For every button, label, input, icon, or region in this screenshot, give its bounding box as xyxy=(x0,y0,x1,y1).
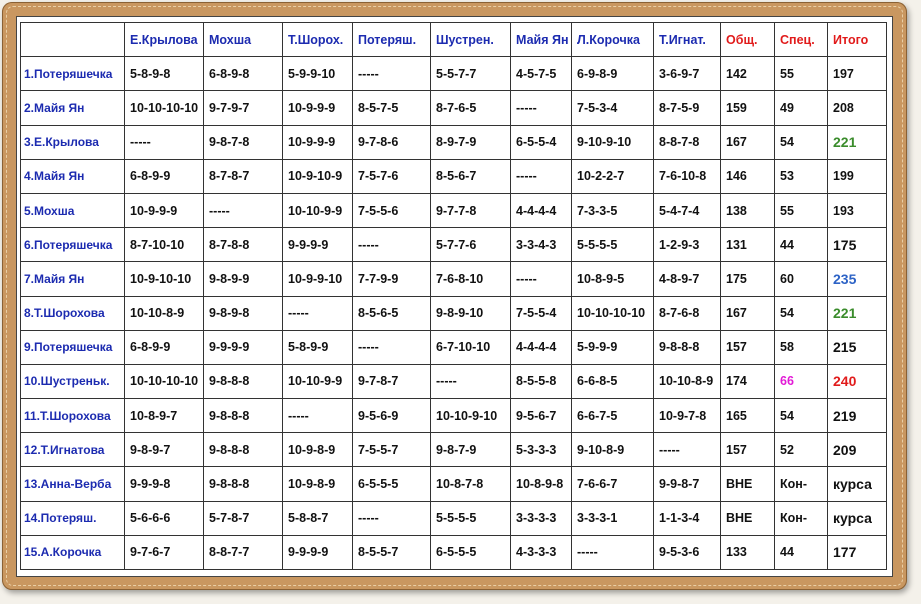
participant-name: 9.Потеряшечка xyxy=(21,330,125,364)
score-cell: 7-7-9-9 xyxy=(353,262,431,296)
score-cell: 6-8-9-8 xyxy=(204,57,283,91)
total-general: 138 xyxy=(721,193,775,227)
score-cell: 6-6-7-5 xyxy=(572,399,654,433)
score-cell: 8-7-8-8 xyxy=(204,228,283,262)
score-cell: ----- xyxy=(511,262,572,296)
header-judge: Майя Ян xyxy=(511,23,572,57)
total-general: 146 xyxy=(721,159,775,193)
score-cell: 10-10-8-9 xyxy=(125,296,204,330)
table-row xyxy=(21,57,887,91)
score-cell: 9-9-9-8 xyxy=(125,467,204,501)
score-cell: 5-8-9-9 xyxy=(283,330,353,364)
score-cell: 3-3-4-3 xyxy=(511,228,572,262)
score-cell: 9-9-9-9 xyxy=(204,330,283,364)
score-cell: 5-5-5-5 xyxy=(431,501,511,535)
score-cell: 4-4-4-4 xyxy=(511,193,572,227)
score-cell: 3-3-3-1 xyxy=(572,501,654,535)
score-cell: 7-5-5-6 xyxy=(353,193,431,227)
participant-name: 13.Анна-Верба xyxy=(21,467,125,501)
header-judge: Т.Игнат. xyxy=(654,23,721,57)
grand-total: 177 xyxy=(828,535,887,569)
header-judge: Мохша xyxy=(204,23,283,57)
grand-total: 208 xyxy=(828,91,887,125)
score-cell: 5-4-7-4 xyxy=(654,193,721,227)
grand-total: 215 xyxy=(828,330,887,364)
total-general: 131 xyxy=(721,228,775,262)
grand-total: 240 xyxy=(828,364,887,398)
total-general: 159 xyxy=(721,91,775,125)
header-judge: Л.Корочка xyxy=(572,23,654,57)
score-cell: 7-3-3-5 xyxy=(572,193,654,227)
grand-total: 209 xyxy=(828,433,887,467)
score-cell: 8-5-7-5 xyxy=(353,91,431,125)
score-cell: 10-9-7-8 xyxy=(654,399,721,433)
grand-total: курса xyxy=(828,501,887,535)
score-cell: 5-6-6-6 xyxy=(125,501,204,535)
score-cell: 9-10-8-9 xyxy=(572,433,654,467)
score-cell: ----- xyxy=(511,159,572,193)
score-cell: 6-9-8-9 xyxy=(572,57,654,91)
score-cell: 10-10-10-10 xyxy=(125,91,204,125)
score-cell: 8-8-7-8 xyxy=(654,125,721,159)
table-row xyxy=(21,125,887,159)
grand-total: 235 xyxy=(828,262,887,296)
score-cell: 6-7-10-10 xyxy=(431,330,511,364)
score-cell: 8-7-8-7 xyxy=(204,159,283,193)
score-cell: 9-7-7-8 xyxy=(431,193,511,227)
table-row xyxy=(21,159,887,193)
score-cell: 1-1-3-4 xyxy=(654,501,721,535)
total-special: Кон- xyxy=(775,501,828,535)
score-cell: 5-5-7-7 xyxy=(431,57,511,91)
total-special: 55 xyxy=(775,57,828,91)
score-cell: 10-9-10-10 xyxy=(125,262,204,296)
grand-total: 199 xyxy=(828,159,887,193)
score-cell: ----- xyxy=(353,501,431,535)
score-cell: 6-8-9-9 xyxy=(125,159,204,193)
header-judge: Е.Крылова xyxy=(125,23,204,57)
score-cell: ----- xyxy=(353,228,431,262)
total-special: 54 xyxy=(775,399,828,433)
score-cell: 9-10-9-10 xyxy=(572,125,654,159)
header-row xyxy=(21,23,887,57)
score-cell: 9-8-8-8 xyxy=(204,433,283,467)
score-cell: 5-7-8-7 xyxy=(204,501,283,535)
score-cell: 4-3-3-3 xyxy=(511,535,572,569)
score-cell: 9-8-8-8 xyxy=(204,364,283,398)
total-special: 58 xyxy=(775,330,828,364)
header-corner xyxy=(21,23,125,57)
total-special: 49 xyxy=(775,91,828,125)
table-row xyxy=(21,296,887,330)
grand-total: курса xyxy=(828,467,887,501)
table-row xyxy=(21,535,887,569)
score-cell: 7-5-3-4 xyxy=(572,91,654,125)
score-cell: 4-4-4-4 xyxy=(511,330,572,364)
participant-name: 12.Т.Игнатова xyxy=(21,433,125,467)
participant-name: 15.А.Корочка xyxy=(21,535,125,569)
table-row xyxy=(21,228,887,262)
score-cell: 9-9-8-7 xyxy=(654,467,721,501)
score-cell: 10-9-8-9 xyxy=(283,433,353,467)
score-cell: 10-10-9-9 xyxy=(283,193,353,227)
score-cell: 6-5-5-5 xyxy=(353,467,431,501)
table-row xyxy=(21,433,887,467)
total-special: 44 xyxy=(775,228,828,262)
score-cell: 8-5-5-7 xyxy=(353,535,431,569)
score-cell: ----- xyxy=(283,296,353,330)
total-general: 133 xyxy=(721,535,775,569)
score-cell: 10-10-8-9 xyxy=(654,364,721,398)
score-cell: 9-8-9-8 xyxy=(204,296,283,330)
score-cell: 9-8-8-8 xyxy=(654,330,721,364)
score-cell: 5-3-3-3 xyxy=(511,433,572,467)
score-cell: 10-10-10-10 xyxy=(125,364,204,398)
participant-name: 11.Т.Шорохова xyxy=(21,399,125,433)
table-row xyxy=(21,91,887,125)
score-cell: 9-7-6-7 xyxy=(125,535,204,569)
score-cell: 8-5-6-5 xyxy=(353,296,431,330)
score-cell: 10-8-7-8 xyxy=(431,467,511,501)
table-row xyxy=(21,262,887,296)
score-cell: 5-8-8-7 xyxy=(283,501,353,535)
score-cell: 10-9-8-9 xyxy=(283,467,353,501)
participant-name: 1.Потеряшечка xyxy=(21,57,125,91)
score-cell: 5-8-9-8 xyxy=(125,57,204,91)
total-special: 44 xyxy=(775,535,828,569)
score-cell: 9-8-9-7 xyxy=(125,433,204,467)
score-cell: ----- xyxy=(572,535,654,569)
table-row xyxy=(21,501,887,535)
score-cell: 10-8-9-7 xyxy=(125,399,204,433)
header-judge: Т.Шорох. xyxy=(283,23,353,57)
score-cell: ----- xyxy=(204,193,283,227)
score-cell: 6-8-9-9 xyxy=(125,330,204,364)
total-general: 142 xyxy=(721,57,775,91)
participant-name: 8.Т.Шорохова xyxy=(21,296,125,330)
grand-total: 175 xyxy=(828,228,887,262)
total-general: 175 xyxy=(721,262,775,296)
total-special: Кон- xyxy=(775,467,828,501)
score-cell: 10-8-9-5 xyxy=(572,262,654,296)
total-general: 157 xyxy=(721,433,775,467)
score-cell: ----- xyxy=(353,330,431,364)
score-cell: 9-8-8-8 xyxy=(204,399,283,433)
score-cell: 9-7-8-7 xyxy=(353,364,431,398)
score-cell: 8-5-6-7 xyxy=(431,159,511,193)
header-total-special: Спец. xyxy=(775,23,828,57)
participant-name: 14.Потеряш. xyxy=(21,501,125,535)
score-cell: 3-3-3-3 xyxy=(511,501,572,535)
score-cell: 8-7-10-10 xyxy=(125,228,204,262)
score-cell: 9-9-9-9 xyxy=(283,228,353,262)
score-cell: 9-8-7-8 xyxy=(204,125,283,159)
participant-name: 10.Шустреньк. xyxy=(21,364,125,398)
score-cell: ----- xyxy=(125,125,204,159)
score-cell: 6-6-8-5 xyxy=(572,364,654,398)
total-special: 54 xyxy=(775,296,828,330)
total-special: 55 xyxy=(775,193,828,227)
score-cell: 7-5-7-6 xyxy=(353,159,431,193)
grand-total: 193 xyxy=(828,193,887,227)
header-judge: Шустрен. xyxy=(431,23,511,57)
score-cell: 9-5-3-6 xyxy=(654,535,721,569)
score-table xyxy=(20,22,887,570)
score-cell: 9-7-9-7 xyxy=(204,91,283,125)
table-row xyxy=(21,399,887,433)
score-cell: 7-6-8-10 xyxy=(431,262,511,296)
score-cell: 7-6-10-8 xyxy=(654,159,721,193)
score-cell: 8-7-5-9 xyxy=(654,91,721,125)
total-general: 167 xyxy=(721,125,775,159)
total-special: 60 xyxy=(775,262,828,296)
score-cell: 10-9-9-9 xyxy=(283,91,353,125)
score-cell: 7-5-5-4 xyxy=(511,296,572,330)
score-cell: 1-2-9-3 xyxy=(654,228,721,262)
total-general: 167 xyxy=(721,296,775,330)
score-cell: ----- xyxy=(283,399,353,433)
total-special: 53 xyxy=(775,159,828,193)
score-cell: 9-7-8-6 xyxy=(353,125,431,159)
score-cell: 7-6-6-7 xyxy=(572,467,654,501)
score-cell: 5-9-9-9 xyxy=(572,330,654,364)
score-cell: 5-5-5-5 xyxy=(572,228,654,262)
score-cell: 10-8-9-8 xyxy=(511,467,572,501)
score-cell: 9-5-6-7 xyxy=(511,399,572,433)
total-general: ВНЕ xyxy=(721,467,775,501)
score-cell: 5-9-9-10 xyxy=(283,57,353,91)
score-cell: 10-9-9-9 xyxy=(125,193,204,227)
score-cell: 4-5-7-5 xyxy=(511,57,572,91)
score-cell: 7-5-5-7 xyxy=(353,433,431,467)
score-cell: 10-10-9-9 xyxy=(283,364,353,398)
score-cell: 5-7-7-6 xyxy=(431,228,511,262)
participant-name: 6.Потеряшечка xyxy=(21,228,125,262)
score-cell: 8-7-6-5 xyxy=(431,91,511,125)
grand-total: 221 xyxy=(828,296,887,330)
score-cell: 10-9-10-9 xyxy=(283,159,353,193)
score-cell: 9-9-9-9 xyxy=(283,535,353,569)
score-cell: 4-8-9-7 xyxy=(654,262,721,296)
participant-name: 5.Мохша xyxy=(21,193,125,227)
score-cell: 8-7-6-8 xyxy=(654,296,721,330)
score-cell: 9-5-6-9 xyxy=(353,399,431,433)
score-cell: ----- xyxy=(353,57,431,91)
score-cell: 3-6-9-7 xyxy=(654,57,721,91)
participant-name: 4.Майя Ян xyxy=(21,159,125,193)
score-cell: 9-8-8-8 xyxy=(204,467,283,501)
score-cell: 10-10-9-10 xyxy=(431,399,511,433)
table-row xyxy=(21,193,887,227)
score-cell: 10-10-10-10 xyxy=(572,296,654,330)
participant-name: 3.Е.Крылова xyxy=(21,125,125,159)
total-general: 157 xyxy=(721,330,775,364)
grand-total: 219 xyxy=(828,399,887,433)
score-cell: 9-8-7-9 xyxy=(431,433,511,467)
header-judge: Потеряш. xyxy=(353,23,431,57)
score-cell: 6-5-5-4 xyxy=(511,125,572,159)
score-cell: 8-9-7-9 xyxy=(431,125,511,159)
score-cell: ----- xyxy=(511,91,572,125)
score-cell: 10-2-2-7 xyxy=(572,159,654,193)
score-cell: 10-9-9-9 xyxy=(283,125,353,159)
table-row xyxy=(21,467,887,501)
total-general: 165 xyxy=(721,399,775,433)
grand-total: 197 xyxy=(828,57,887,91)
score-cell: 10-9-9-10 xyxy=(283,262,353,296)
header-total-general: Общ. xyxy=(721,23,775,57)
score-cell: 9-8-9-9 xyxy=(204,262,283,296)
score-cell: 8-5-5-8 xyxy=(511,364,572,398)
total-special: 66 xyxy=(775,364,828,398)
total-general: ВНЕ xyxy=(721,501,775,535)
score-cell: 8-8-7-7 xyxy=(204,535,283,569)
total-special: 52 xyxy=(775,433,828,467)
score-cell: 9-8-9-10 xyxy=(431,296,511,330)
score-cell: ----- xyxy=(654,433,721,467)
table-row xyxy=(21,364,887,398)
grand-total: 221 xyxy=(828,125,887,159)
score-cell: 6-5-5-5 xyxy=(431,535,511,569)
participant-name: 2.Майя Ян xyxy=(21,91,125,125)
header-grand-total: Итого xyxy=(828,23,887,57)
table-row xyxy=(21,330,887,364)
participant-name: 7.Майя Ян xyxy=(21,262,125,296)
score-cell: ----- xyxy=(431,364,511,398)
total-general: 174 xyxy=(721,364,775,398)
total-special: 54 xyxy=(775,125,828,159)
